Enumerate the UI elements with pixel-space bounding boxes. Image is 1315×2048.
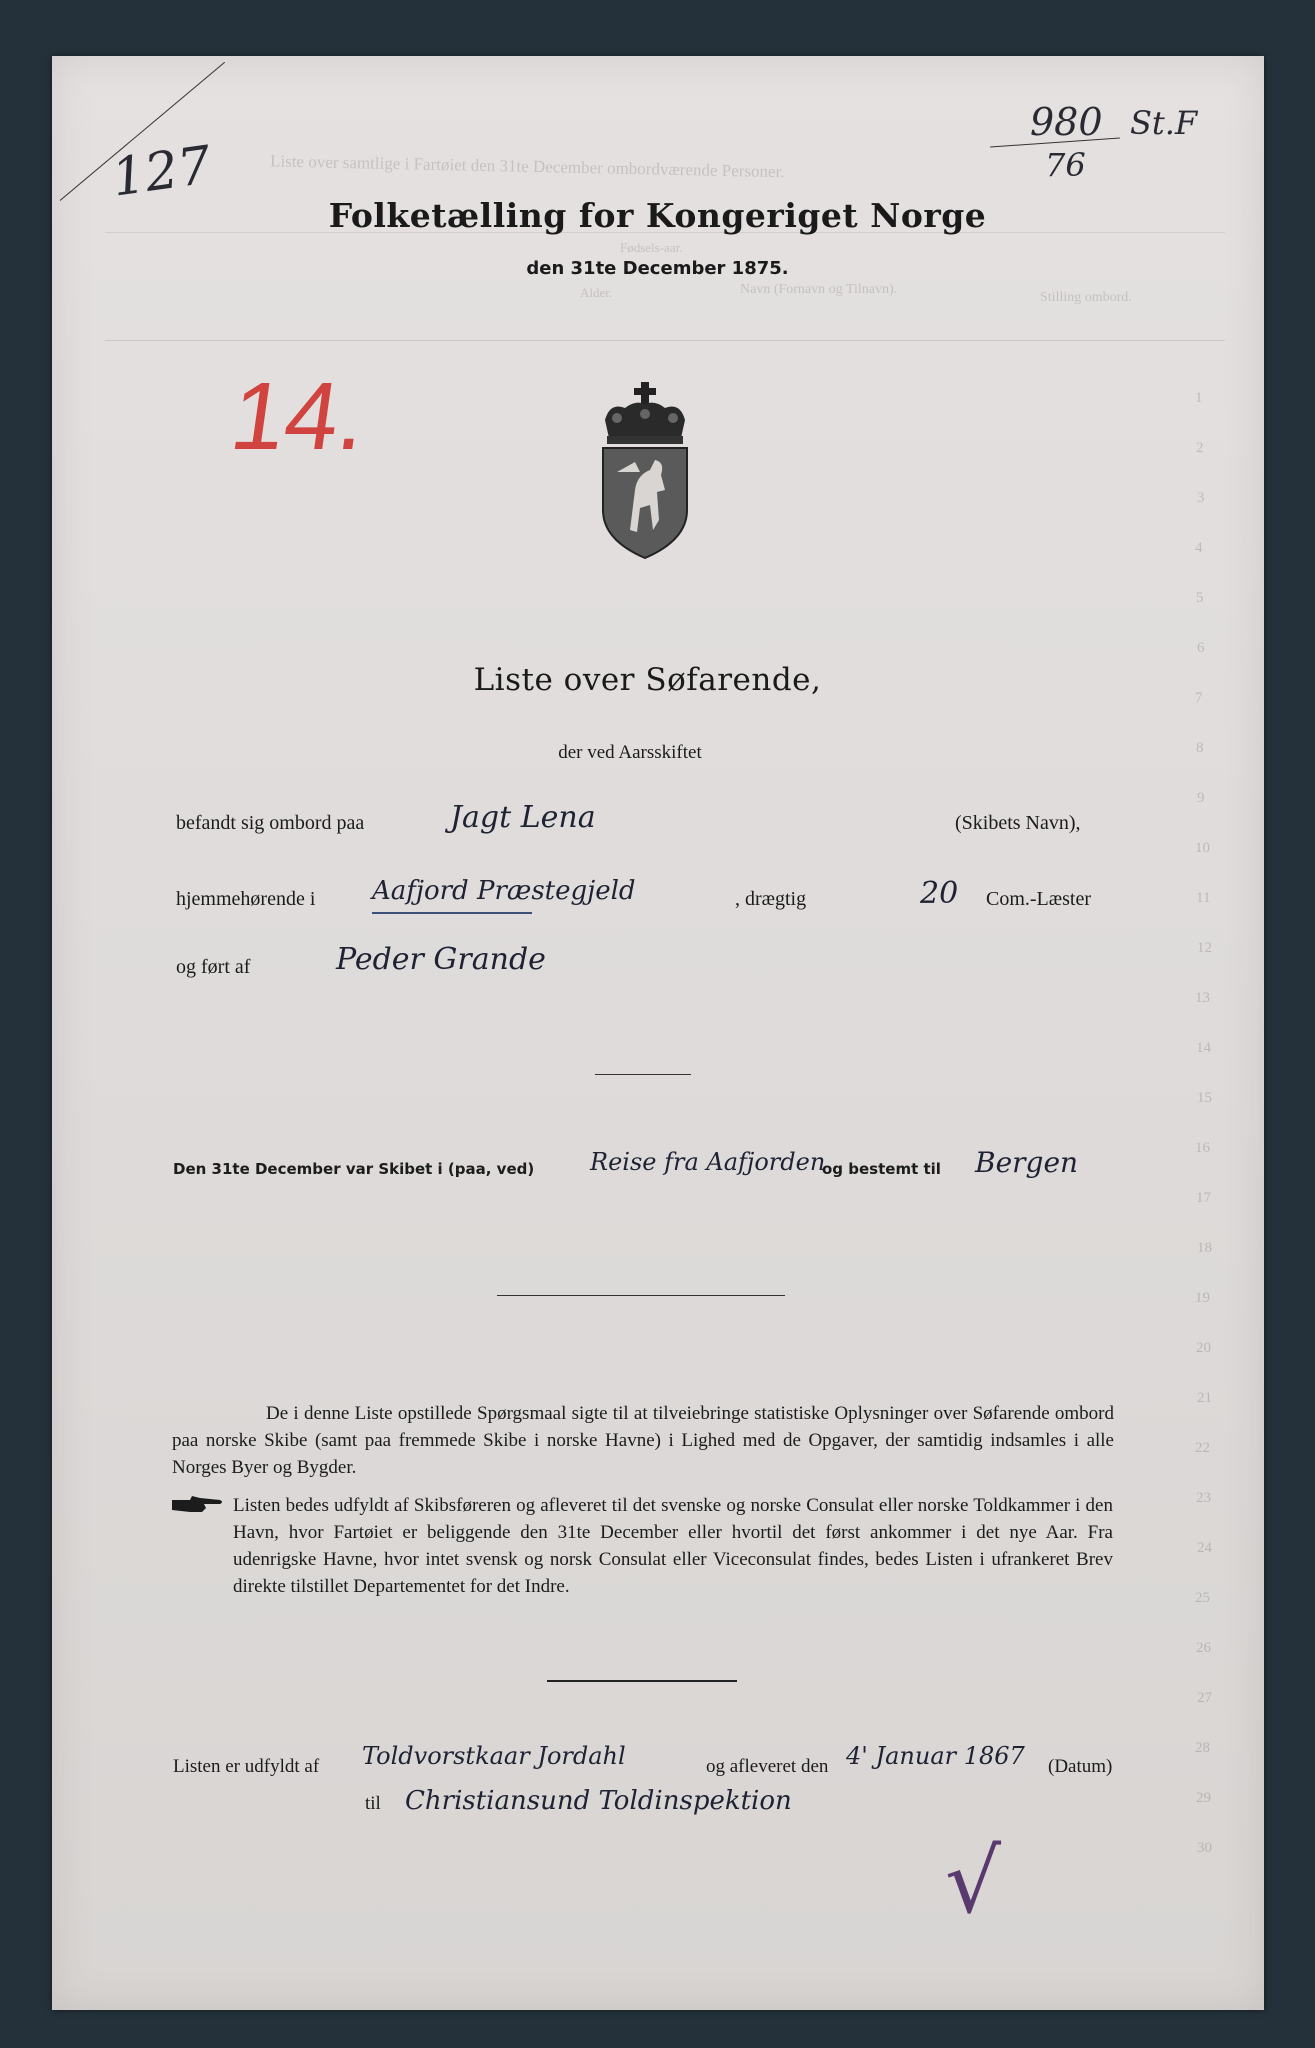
ghost-col-navn: Navn (Fornavn og Tilnavn). bbox=[740, 282, 898, 297]
separator-lower bbox=[547, 1680, 737, 1682]
ghost-row-number: 11 bbox=[1196, 890, 1211, 906]
fraction-suffix: St.F bbox=[1130, 104, 1198, 142]
recipient-label: til bbox=[365, 1793, 381, 1814]
ship-name-suffix: (Skibets Navn), bbox=[955, 812, 1081, 834]
dec31-middle: og bestemt til bbox=[822, 1160, 941, 1178]
ghost-row-number: 13 bbox=[1195, 990, 1210, 1006]
pointing-hand-icon bbox=[170, 1494, 224, 1520]
ghost-row-number: 25 bbox=[1195, 1590, 1210, 1606]
page-subtitle: den 31te December 1875. bbox=[526, 258, 789, 279]
ghost-row-number: 14 bbox=[1196, 1040, 1211, 1056]
ghost-row-number: 30 bbox=[1197, 1840, 1212, 1856]
instructions-paragraph-1: De i denne Liste opstillede Spørgsmaal sigte til at tilveiebringe statistiske Oplysninger over Søfarende ombord paa norske Skibe (samt paa fremmede Skibe i norske Havne) i Lighed med de Opgaver, der samtidig indsamles i alle Norges Byer og Bygder. bbox=[172, 1403, 1114, 1478]
page-title: Folketælling for Kongeriget Norge bbox=[328, 196, 987, 235]
ghost-row-number: 3 bbox=[1197, 490, 1205, 506]
ghost-row-number: 15 bbox=[1197, 1090, 1212, 1106]
ghost-header-line: Liste over samtlige i Fartøiet den 31te December ombordværende Personer. bbox=[269, 151, 785, 182]
ghost-row-number: 9 bbox=[1197, 790, 1205, 806]
ghost-row-number: 21 bbox=[1197, 1390, 1212, 1406]
ghost-row-number: 27 bbox=[1197, 1690, 1212, 1706]
coat-of-arms-emblem bbox=[595, 380, 695, 564]
ghost-col-alder: Alder. bbox=[580, 285, 613, 300]
ghost-row-number: 1 bbox=[1195, 390, 1203, 406]
dec31-prefix: Den 31te December var Skibet i (paa, ved) bbox=[173, 1160, 535, 1178]
tonnage-label: , drægtig bbox=[735, 888, 807, 910]
separator-short bbox=[595, 1074, 691, 1075]
ghost-row-number: 12 bbox=[1197, 940, 1212, 956]
checkmark: √ bbox=[945, 1830, 1002, 1933]
fraction-bottom: 76 bbox=[1045, 146, 1086, 184]
ghost-row-number: 23 bbox=[1196, 1490, 1211, 1506]
ghost-row-number: 2 bbox=[1196, 440, 1204, 456]
ship-name-value: Jagt Lena bbox=[450, 800, 596, 835]
date-suffix: (Datum) bbox=[1048, 1756, 1113, 1777]
ghost-row-number: 6 bbox=[1197, 640, 1205, 656]
delivery-date-value: 4' Januar 1867 bbox=[846, 1742, 1025, 1770]
ghost-rule bbox=[105, 340, 1225, 341]
dec31-location-value: Reise fra Aafjorden bbox=[590, 1148, 826, 1176]
ghost-row-number: 22 bbox=[1195, 1440, 1210, 1456]
ghost-row-number: 10 bbox=[1195, 840, 1210, 856]
ghost-row-number: 7 bbox=[1195, 690, 1203, 706]
ghost-row-number: 17 bbox=[1196, 1190, 1211, 1206]
captain-value: Peder Grande bbox=[336, 942, 546, 977]
census-sheet bbox=[52, 56, 1264, 2010]
home-label: hjemmehørende i bbox=[176, 888, 316, 910]
ghost-row-number: 5 bbox=[1196, 590, 1204, 606]
ghost-row-number: 29 bbox=[1196, 1790, 1211, 1806]
home-underline bbox=[372, 912, 532, 914]
home-value: Aafjord Præstegjeld bbox=[372, 876, 636, 906]
tonnage-value: 20 bbox=[920, 876, 959, 911]
list-intro: der ved Aarsskiftet bbox=[558, 742, 702, 763]
filled-by-value: Toldvorstkaar Jordahl bbox=[362, 1742, 626, 1770]
ghost-row-number: 16 bbox=[1195, 1140, 1210, 1156]
ghost-row-number: 26 bbox=[1196, 1640, 1211, 1656]
dec31-destination-value: Bergen bbox=[975, 1146, 1079, 1179]
filled-by-label: Listen er udfyldt af bbox=[173, 1756, 320, 1777]
separator-mid bbox=[497, 1295, 785, 1296]
fraction-top: 980 bbox=[1030, 100, 1103, 144]
ghost-row-number: 18 bbox=[1197, 1240, 1212, 1256]
instructions-paragraph-2: Listen bedes udfyldt af Skibsføreren og afleveret til det svenske og norske Consulat eller norske Toldkammer i den Havn, hvor Fartøiet er beliggende den 31te December eller hvortil det først ankommer i det nye Aar. Fra udenrigske Havne, hvor intet svensk og norsk Consulat eller Viceconsulat findes, bedes Listen i ufrankeret Brev direkte tilstillet Departementet for det Indre. bbox=[233, 1495, 1113, 1597]
ghost-col-fodsel: Fødsels-aar. bbox=[620, 240, 683, 255]
ghost-col-stilling: Stilling ombord. bbox=[1040, 290, 1132, 305]
recipient-value: Christiansund Toldinspektion bbox=[405, 1786, 792, 1816]
ghost-row-number: 24 bbox=[1197, 1540, 1212, 1556]
delivered-label: og afleveret den bbox=[706, 1756, 829, 1777]
captain-label: og ført af bbox=[176, 956, 251, 978]
ghost-row-number: 19 bbox=[1195, 1290, 1210, 1306]
ship-label: befandt sig ombord paa bbox=[176, 812, 365, 834]
tonnage-unit: Com.-Læster bbox=[986, 888, 1091, 910]
red-number: 14. bbox=[224, 363, 374, 470]
ghost-row-number: 28 bbox=[1195, 1740, 1210, 1756]
list-title: Liste over Søfarende, bbox=[473, 662, 822, 698]
ghost-row-number: 8 bbox=[1196, 740, 1204, 756]
archive-number: 127 bbox=[108, 135, 215, 209]
ghost-row-number: 4 bbox=[1195, 540, 1203, 556]
ghost-row-number: 20 bbox=[1196, 1340, 1211, 1356]
